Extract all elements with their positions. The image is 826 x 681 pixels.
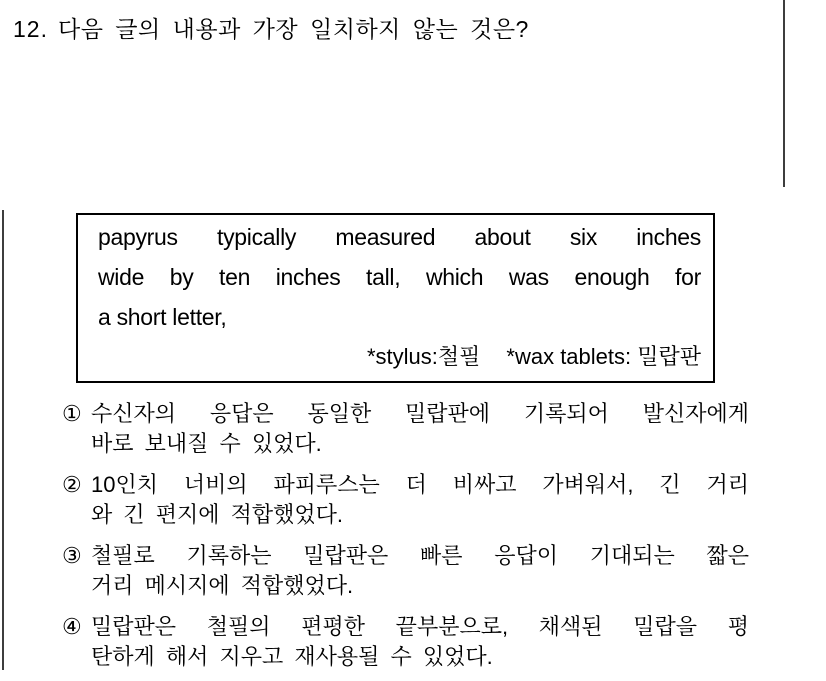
answer-choices <box>62 399 749 681</box>
choice-2 <box>62 470 749 530</box>
passage-glossary <box>98 337 701 377</box>
choice-4-marker: ④ <box>62 614 82 639</box>
page-border-left <box>2 210 4 670</box>
question-header <box>13 11 529 44</box>
question-number: 12. <box>13 16 48 42</box>
choice-2-line-1: 10인치 너비의 파피루스는 더 비싸고 가벼워서, 긴 거리 <box>91 472 749 497</box>
choice-2-line-2: 와 긴 편지에 적합했었다. <box>91 502 343 527</box>
choice-1 <box>62 399 749 459</box>
choice-4 <box>62 612 749 672</box>
choice-3-line-2: 거리 메시지에 적합했었다. <box>91 573 354 598</box>
passage-line-2: wide by ten inches tall, which was enough for <box>98 264 701 290</box>
passage-line-1: papyrus typically measured about six inches <box>98 224 701 250</box>
choice-1-text <box>91 399 749 459</box>
choice-4-line-1: 밀랍판은 철필의 편평한 끝부분으로, 채색된 밀랍을 평 <box>91 614 749 639</box>
choice-3-marker: ③ <box>62 543 82 568</box>
choice-4-line-2: 탄하게 해서 지우고 재사용될 수 있었다. <box>91 644 493 669</box>
choice-3-line-1: 철필로 기록하는 밀랍판은 빠른 응답이 기대되는 짧은 <box>91 543 749 568</box>
passage-box <box>76 213 715 383</box>
passage-line-3: a short letter, <box>98 304 227 330</box>
choice-3 <box>62 541 749 601</box>
choice-4-text <box>91 612 749 672</box>
glossary-stylus: *stylus:철필 <box>366 344 481 369</box>
choice-1-marker: ① <box>62 401 82 426</box>
column-divider-right <box>783 0 785 187</box>
choice-1-line-1: 수신자의 응답은 동일한 밀랍판에 기록되어 발신자에게 <box>91 401 749 426</box>
choice-2-text <box>91 470 749 530</box>
choice-3-text <box>91 541 749 601</box>
glossary-wax-tablets: *wax tablets: 밀랍판 <box>506 344 701 369</box>
question-title: 다음 글의 내용과 가장 일치하지 않는 것은? <box>57 16 529 42</box>
choice-1-line-2: 바로 보내질 수 있었다. <box>91 431 322 456</box>
choice-2-marker: ② <box>62 472 82 497</box>
